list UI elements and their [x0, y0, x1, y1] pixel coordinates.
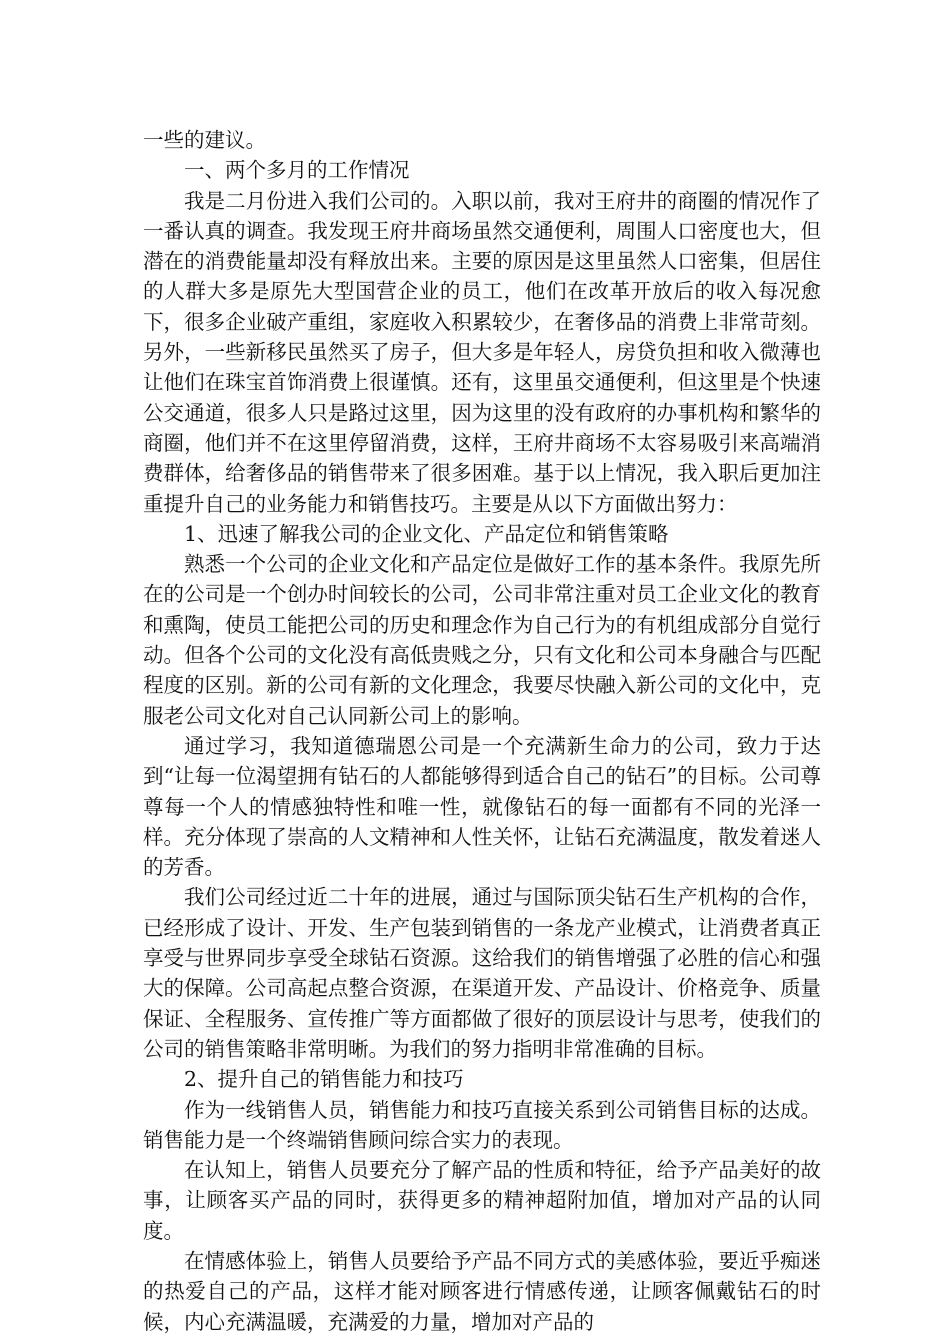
paragraph-company-mission: 通过学习，我知道德瑞恩公司是一个充满新生命力的公司，致力于达到“让每一位渴望拥有钻石的人都能够得到适合自己的钻石”的目标。公司尊尊每一个人的情感独特性和唯一性，就像钻石的每一面都有不同的光泽一样。充分体现了崇高的人文精神和人性关怀，让钻石充满温度，散发着迷人的芳香。 — [143, 733, 821, 880]
paragraph-intro-tail: 一些的建议。 — [143, 128, 266, 152]
paragraph-cognition: 在认知上，销售人员要充分了解产品的性质和特征，给予产品美好的故事，让顾客买产品的同时，获得更多的精神超附加值，增加对产品的认同度。 — [143, 1158, 821, 1243]
subheading-sales-skills: 2、提升自己的销售能力和技巧 — [184, 1067, 464, 1092]
paragraph-market-analysis: 我是二月份进入我们公司的。入职以前，我对王府井的商圈的情况作了一番认真的调查。我发现王府井商场虽然交通便利，周围人口密度也大，但潜在的消费能量却没有释放出来。主要的原因是这里虽然人口密集，但居住的人群大多是原先大型国营企业的员工，他们在改革开放后的收入每况愈下，很多企业破产重组，家庭收入积累较少，在奢侈品的消费上非常苛刻。另外，一些新移民虽然买了房子，但大多是年轻人，房贷负担和收入微薄也让他们在珠宝首饰消费上很谨慎。还有，这里虽交通便利，但这里是个快速公交通道，很多人只是路过这里，因为这里的没有政府的办事机构和繁华的商圈，他们并不在这里停留消费，这样，王府井商场不太容易吸引来高端消费群体，给奢侈品的销售带来了很多困难。基于以上情况，我入职后更加注重提升自己的业务能力和销售技巧。主要是从以下方面做出努力： — [143, 188, 821, 516]
paragraph-company-development: 我们公司经过近二十年的进展，通过与国际顶尖钻石生产机构的合作，已经形成了设计、开发、生产包装到销售的一条龙产业模式，让消费者真正享受与世界同步享受全球钻石资源。这给我们的销售增强了必胜的信心和强大的保障。公司高起点整合资源，在渠道开发、产品设计、价格竞争、质量保证、全程服务、宣传推广等方面都做了很好的顶层设计与思考，使我们的公司的销售策略非常明晰。为我们的努力指明非常准确的目标。 — [143, 885, 821, 1061]
paragraph-sales-ability: 作为一线销售人员，销售能力和技巧直接关系到公司销售目标的达成。销售能力是一个终端销售顾问综合实力的表现。 — [143, 1097, 821, 1152]
paragraph-emotional-experience: 在情感体验上，销售人员要给予产品不同方式的美感体验，要近乎痴迷的热爱自己的产品，这样才能对顾客进行情感传递，让顾客佩戴钻石的时候，内心充满温暖，充满爱的力量，增加对产品的 — [143, 1248, 821, 1334]
section-heading-work-status: 一、两个多月的工作情况 — [184, 158, 410, 183]
document-body — [143, 125, 821, 1337]
subheading-company-culture: 1、迅速了解我公司的企业文化、产品定位和销售策略 — [184, 521, 669, 546]
paragraph-culture: 熟悉一个公司的企业文化和产品定位是做好工作的基本条件。我原先所在的公司是一个创办时间较长的公司，公司非常注重对员工企业文化的教育和熏陶，使员工能把公司的历史和理念作为自己行为的有机组成部分自觉行动。但各个公司的文化没有高低贵贱之分，只有文化和公司本身融合与匹配程度的区别。新的公司有新的文化理念，我要尽快融入新公司的文化中，克服老公司文化对自己认同新公司上的影响。 — [143, 552, 821, 728]
